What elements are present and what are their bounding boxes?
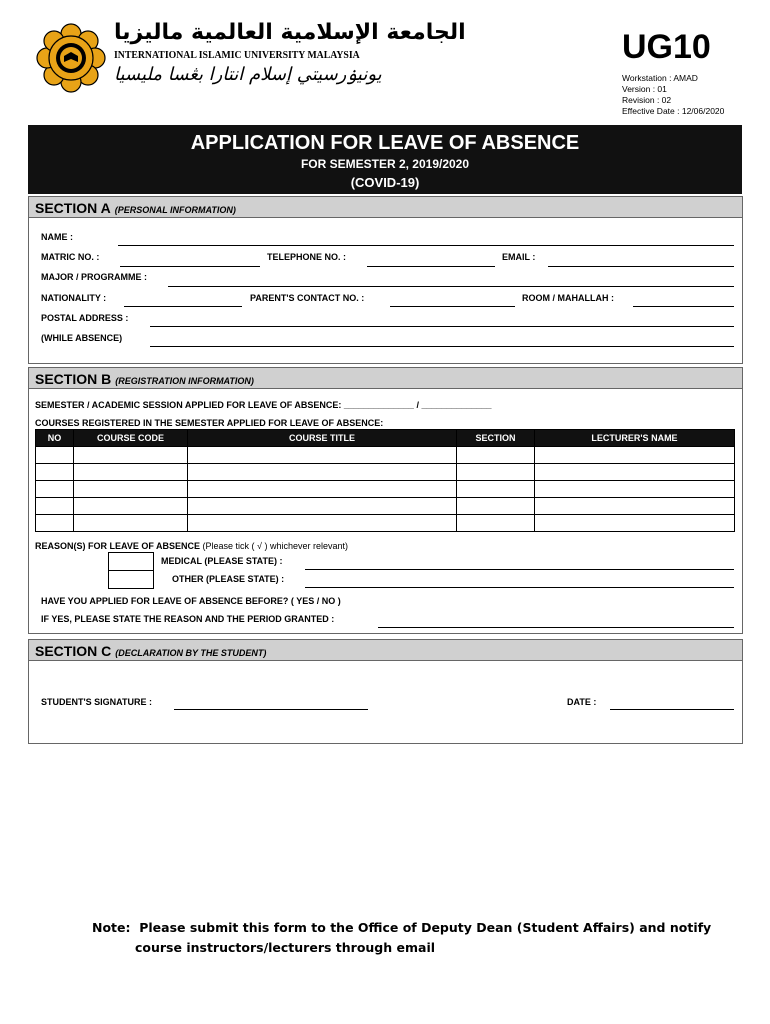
col-course-code: COURSE CODE xyxy=(74,430,188,447)
matric-field[interactable] xyxy=(120,266,260,267)
nationality-label: NATIONALITY : xyxy=(41,293,107,303)
section-a-subtitle: (PERSONAL INFORMATION) xyxy=(114,205,236,215)
section-c xyxy=(28,639,743,744)
major-label: MAJOR / PROGRAMME : xyxy=(41,272,148,282)
course-table xyxy=(35,429,735,532)
section-b-header xyxy=(29,368,742,389)
effective-date: Effective Date : 12/06/2020 xyxy=(622,106,725,116)
telephone-field[interactable] xyxy=(367,266,495,267)
workstation: Workstation : AMAD xyxy=(622,73,698,83)
revision: Revision : 02 xyxy=(622,95,672,105)
matric-label: MATRIC NO. : xyxy=(41,252,100,262)
form-semester: FOR SEMESTER 2, 2019/2020 xyxy=(300,157,470,171)
table-row xyxy=(36,481,735,498)
col-section: SECTION xyxy=(457,430,535,447)
medical-label: MEDICAL (PLEASE STATE) : xyxy=(161,556,283,566)
parent-contact-field[interactable] xyxy=(390,306,515,307)
section-a-title: SECTION A xyxy=(35,200,111,216)
section-a-header xyxy=(29,197,742,218)
reasons-bold: REASON(S) FOR LEAVE OF ABSENCE xyxy=(35,541,201,551)
section-b-title: SECTION B xyxy=(35,371,112,387)
postal-field-2[interactable] xyxy=(150,346,734,347)
section-c-title: SECTION C xyxy=(35,643,112,659)
col-no: NO xyxy=(36,430,74,447)
nationality-field[interactable] xyxy=(124,306,242,307)
name-field[interactable] xyxy=(118,245,734,246)
university-name-arabic: الجامعة الإسلامية العالمية ماليزيا xyxy=(114,20,466,45)
version: Version : 01 xyxy=(622,84,667,94)
signature-label: STUDENT'S SIGNATURE : xyxy=(41,697,152,707)
while-absence-label: (WHILE ABSENCE) xyxy=(41,333,123,343)
note-line-2: course instructors/lecturers through email xyxy=(135,940,436,955)
form-title: APPLICATION FOR LEAVE OF ABSENCE xyxy=(190,132,580,154)
email-field[interactable] xyxy=(548,266,734,267)
email-label: EMAIL : xyxy=(502,252,536,262)
col-course-title: COURSE TITLE xyxy=(188,430,457,447)
room-field[interactable] xyxy=(633,306,734,307)
medical-tickbox[interactable] xyxy=(108,552,154,571)
major-field[interactable] xyxy=(168,286,734,287)
submission-note xyxy=(92,918,711,958)
other-tickbox[interactable] xyxy=(108,570,154,589)
col-lecturer: LECTURER'S NAME xyxy=(535,430,735,447)
form-code: UG10 xyxy=(622,28,711,66)
title-banner xyxy=(28,125,742,194)
university-name-malay: يونيۏرسيتي إسلام انتارا بڠسا مليسيا xyxy=(114,64,382,85)
semester-session-label: SEMESTER / ACADEMIC SESSION APPLIED FOR LEAVE OF ABSENCE: ______________ / ______________ xyxy=(35,400,492,410)
name-label: NAME : xyxy=(41,232,73,242)
postal-label: POSTAL ADDRESS : xyxy=(41,313,129,323)
other-label: OTHER (PLEASE STATE) : xyxy=(172,574,285,584)
date-field[interactable] xyxy=(610,709,734,710)
section-b-subtitle: (REGISTRATION INFORMATION) xyxy=(115,376,254,386)
table-row xyxy=(36,515,735,532)
postal-field-1[interactable] xyxy=(150,326,734,327)
applied-before-label: HAVE YOU APPLIED FOR LEAVE OF ABSENCE BEFORE? ( YES / NO ) xyxy=(41,596,341,606)
signature-field[interactable] xyxy=(174,709,368,710)
reasons-note: (Please tick ( √ ) whichever relevant) xyxy=(202,541,349,551)
form-covid-tag: (COVID-19) xyxy=(350,175,420,190)
note-line-1: Note: Please submit this form to the Office of Deputy Dean (Student Affairs) and notify xyxy=(92,920,712,935)
if-yes-field[interactable] xyxy=(378,627,734,628)
university-name-english: INTERNATIONAL ISLAMIC UNIVERSITY MALAYSIA xyxy=(114,50,360,61)
section-c-header xyxy=(29,640,742,661)
courses-registered-label: COURSES REGISTERED IN THE SEMESTER APPLIED FOR LEAVE OF ABSENCE: xyxy=(35,418,384,428)
reasons-label xyxy=(35,541,348,551)
date-label: DATE : xyxy=(567,697,597,707)
section-c-subtitle: (DECLARATION BY THE STUDENT) xyxy=(115,648,267,658)
table-row xyxy=(36,447,735,464)
medical-field[interactable] xyxy=(305,569,734,570)
university-logo xyxy=(35,22,107,94)
parent-contact-label: PARENT'S CONTACT NO. : xyxy=(250,293,365,303)
table-row xyxy=(36,498,735,515)
if-yes-label: IF YES, PLEASE STATE THE REASON AND THE PERIOD GRANTED : xyxy=(41,614,335,624)
telephone-label: TELEPHONE NO. : xyxy=(267,252,347,262)
other-field[interactable] xyxy=(305,587,734,588)
table-row xyxy=(36,464,735,481)
room-label: ROOM / MAHALLAH : xyxy=(522,293,614,303)
